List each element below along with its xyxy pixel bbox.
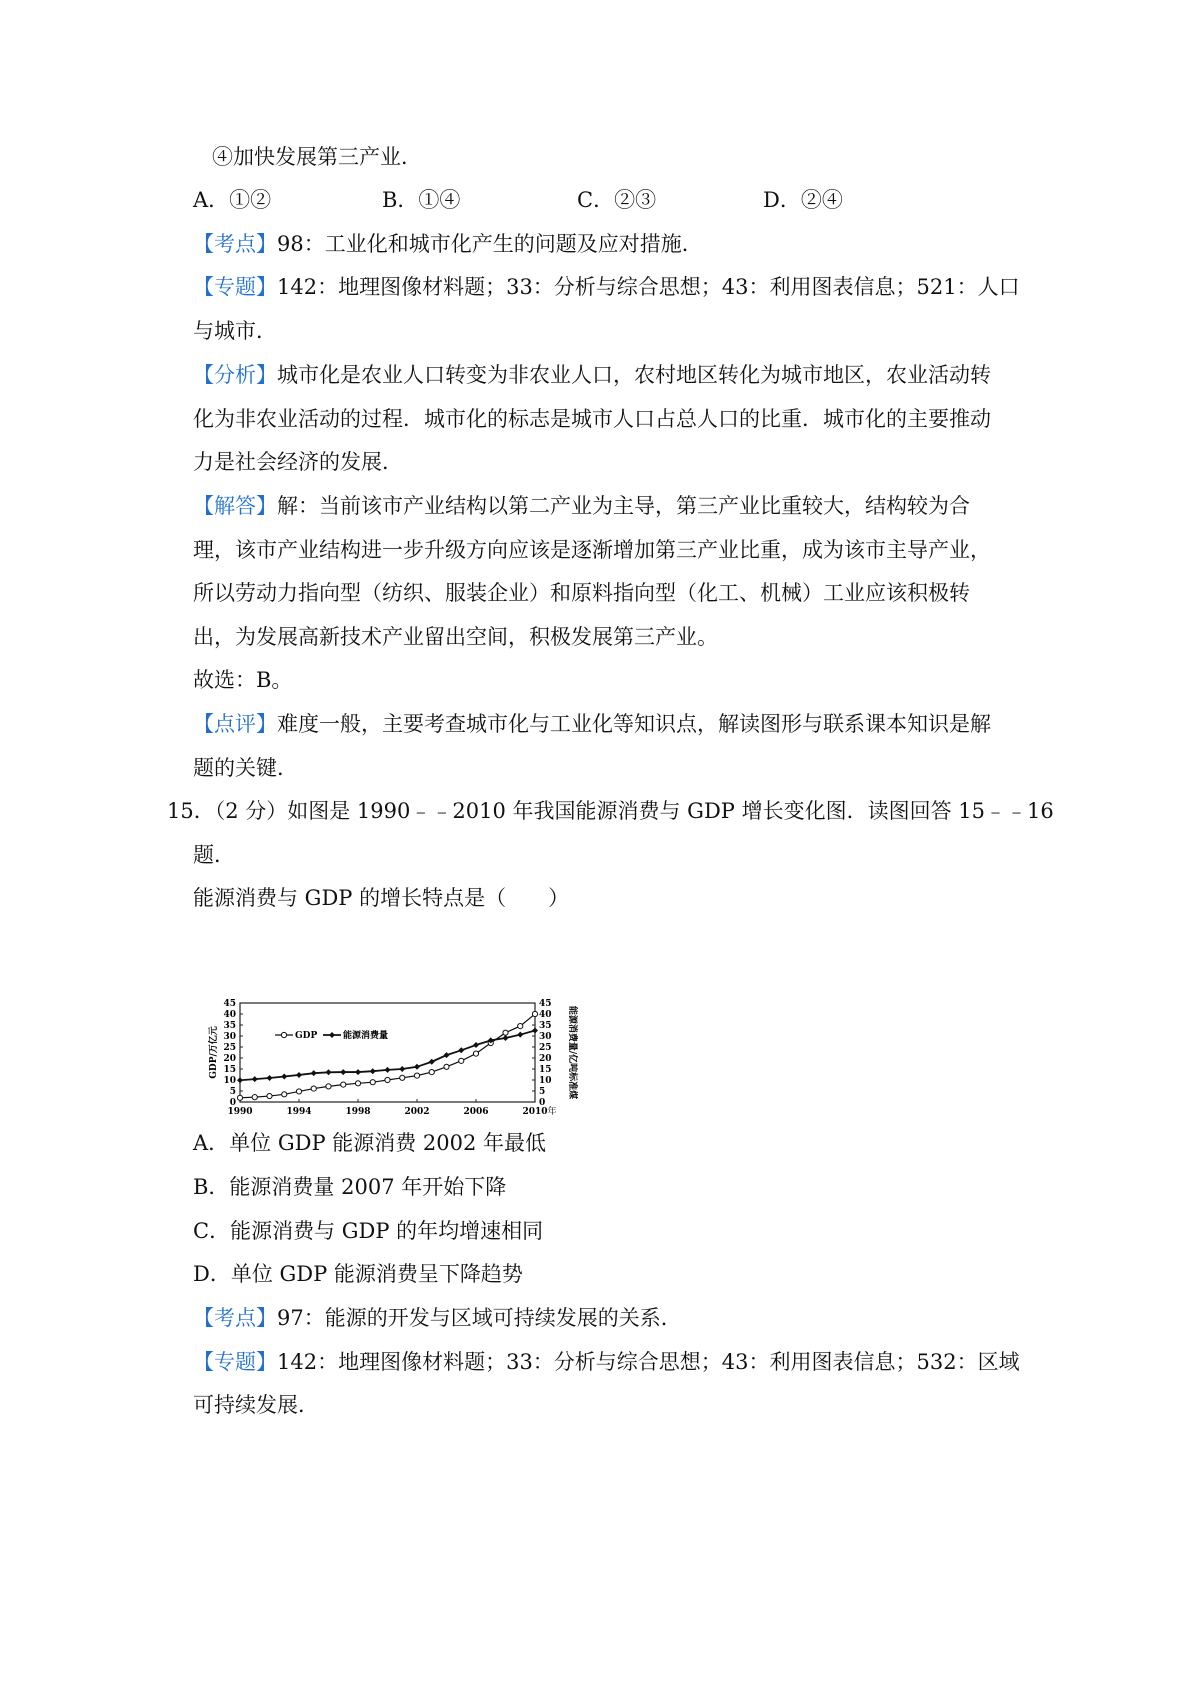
- y-tick-label-right: 45: [539, 999, 552, 1009]
- x-tick-label: 1994: [286, 1107, 312, 1117]
- energy-point: [311, 1070, 317, 1076]
- gdp-point: [282, 1092, 287, 1097]
- energy-point: [296, 1072, 302, 1078]
- prev-answer: 故选：B。: [193, 668, 293, 692]
- prev-jieda-2: 理，该市产业结构进一步升级方向应该是逐渐增加第三产业比重，成为该市主导产业，: [193, 538, 991, 562]
- energy-point: [444, 1052, 450, 1058]
- gdp-point: [414, 1073, 419, 1078]
- prev-option-a: A．①②: [193, 188, 272, 212]
- dianping-tag: 【点评】: [193, 712, 277, 736]
- y-tick-label-left: 25: [223, 1043, 236, 1053]
- energy-point: [385, 1067, 391, 1073]
- gdp-point: [532, 1011, 537, 1016]
- prev-jieda-4: 出，为发展高新技术产业留出空间，积极发展第三产业。: [193, 625, 718, 649]
- x-tick-label: 2010: [522, 1107, 548, 1117]
- y-tick-label-right: 25: [539, 1043, 552, 1053]
- prev-option-c: C．②③: [577, 188, 657, 212]
- q15-stem: 15．（2 分）如图是 1990﹣﹣2010 年我国能源消费与 GDP 增长变化图．读图回答 15﹣﹣16: [167, 799, 1054, 823]
- prev-dianping: [193, 709, 991, 739]
- jieda-tag: 【解答】: [193, 494, 277, 518]
- prev-jieda: [193, 491, 970, 521]
- kaodian-text: 98：工业化和城市化产生的问题及应对措施．: [277, 232, 703, 256]
- kaodian-text: 97：能源的开发与区域可持续发展的关系．: [277, 1306, 682, 1330]
- prev-dianping-2: 题的关键．: [193, 756, 298, 780]
- y-axis-label-right: 能源消费量/亿吨标准煤: [567, 1005, 577, 1100]
- plot-frame: [240, 1003, 535, 1102]
- y-tick-label-left: 20: [223, 1054, 236, 1064]
- energy-point: [458, 1047, 464, 1053]
- energy-point: [399, 1066, 405, 1072]
- y-tick-label-left: 40: [223, 1010, 236, 1020]
- y-tick-label-left: 45: [223, 999, 236, 1009]
- zhuanti-text: 142：地理图像材料题；33：分析与综合思想；43：利用图表信息；532：区域: [277, 1350, 1020, 1374]
- prev-jieda-3: 所以劳动力指向型（纺织、服装企业）和原料指向型（化工、机械）工业应该积极转: [193, 581, 970, 605]
- energy-point: [429, 1059, 435, 1065]
- x-tick-label: 2002: [404, 1107, 430, 1117]
- zhuanti-tag: 【专题】: [193, 275, 277, 299]
- y-tick-label-right: 35: [539, 1021, 552, 1031]
- q15-option-b: B．能源消费量 2007 年开始下降: [193, 1175, 507, 1199]
- y-tick-label-left: 15: [223, 1065, 236, 1075]
- y-tick-label-left: 0: [229, 1098, 236, 1108]
- y-tick-label-left: 5: [229, 1087, 236, 1097]
- q15-option-c: C．能源消费与 GDP 的年均增速相同: [193, 1219, 544, 1243]
- energy-point: [370, 1068, 376, 1074]
- y-tick-label-left: 10: [223, 1076, 236, 1086]
- gdp-point: [459, 1058, 464, 1063]
- q15-zhuanti: [193, 1347, 1020, 1377]
- gdp-point: [518, 1024, 523, 1029]
- gdp-point: [326, 1084, 331, 1089]
- y-tick-label-right: 0: [539, 1098, 546, 1108]
- dianping-text: 难度一般，主要考查城市化与工业化等知识点，解读图形与联系课本知识是解: [277, 712, 991, 736]
- prev-option-d: D．②④: [763, 188, 843, 212]
- q15-stem-2: 题．: [193, 843, 235, 867]
- kaodian-tag: 【考点】: [193, 1306, 277, 1330]
- option-4-line: ④加快发展第三产业．: [212, 145, 422, 169]
- gdp-point: [341, 1082, 346, 1087]
- prev-fenxi: [193, 360, 991, 390]
- q15-option-d: D．单位 GDP 能源消费呈下降趋势: [193, 1262, 523, 1286]
- x-axis-label: 年: [547, 1107, 557, 1117]
- gdp-point: [267, 1093, 272, 1098]
- prev-fenxi-2: 化为非农业活动的过程．城市化的标志是城市人口占总人口的比重．城市化的主要推动: [193, 407, 991, 431]
- y-tick-label-right: 15: [539, 1065, 552, 1075]
- zhuanti-tag: 【专题】: [193, 1350, 277, 1374]
- y-tick-label-right: 5: [539, 1087, 546, 1097]
- prev-zhuanti-cont: 与城市．: [193, 319, 277, 343]
- energy-point: [326, 1069, 332, 1075]
- gdp-point: [444, 1064, 449, 1069]
- gdp-point: [429, 1069, 434, 1074]
- zhuanti-text: 142：地理图像材料题；33：分析与综合思想；43：利用图表信息；521：人口: [277, 275, 1020, 299]
- q15-kaodian: [193, 1303, 682, 1333]
- legend-energy-marker: [329, 1032, 335, 1038]
- gdp-point: [385, 1077, 390, 1082]
- gdp-point: [296, 1089, 301, 1094]
- gdp-point: [252, 1095, 257, 1100]
- q15-prompt: 能源消费与 GDP 的增长特点是（ ）: [193, 886, 570, 910]
- energy-point: [237, 1077, 243, 1083]
- gdp-point: [311, 1086, 316, 1091]
- prev-fenxi-3: 力是社会经济的发展．: [193, 450, 403, 474]
- energy-point: [503, 1035, 509, 1041]
- gdp-point: [473, 1051, 478, 1056]
- fenxi-tag: 【分析】: [193, 363, 277, 387]
- y-tick-label-right: 20: [539, 1054, 552, 1064]
- energy-point: [532, 1028, 538, 1034]
- legend-gdp-label: GDP: [295, 1031, 318, 1041]
- q15-zhuanti-cont: 可持续发展．: [193, 1393, 319, 1417]
- y-tick-label-right: 30: [539, 1032, 552, 1042]
- energy-point: [281, 1073, 287, 1079]
- gdp-point: [400, 1075, 405, 1080]
- gdp-point: [503, 1030, 508, 1035]
- x-tick-label: 1998: [345, 1107, 371, 1117]
- jieda-text: 解：当前该市产业结构以第二产业为主导，第三产业比重较大，结构较为合: [277, 494, 970, 518]
- prev-zhuanti: [193, 272, 1020, 302]
- y-tick-label-right: 10: [539, 1076, 552, 1086]
- x-tick-label: 2006: [463, 1107, 489, 1117]
- y-tick-label-left: 30: [223, 1032, 236, 1042]
- y-tick-label-left: 35: [223, 1021, 236, 1031]
- energy-point: [252, 1076, 258, 1082]
- prev-option-b: B．①④: [382, 188, 461, 212]
- gdp-point: [370, 1080, 375, 1085]
- energy-point: [355, 1069, 361, 1075]
- kaodian-tag: 【考点】: [193, 232, 277, 256]
- gdp-energy-chart: [205, 998, 575, 1123]
- energy-point: [517, 1032, 523, 1038]
- q15-option-a: A．单位 GDP 能源消费 2002 年最低: [193, 1131, 547, 1155]
- energy-point: [340, 1069, 346, 1075]
- fenxi-text: 城市化是农业人口转变为非农业人口，农村地区转化为城市地区，农业活动转: [277, 363, 991, 387]
- prev-kaodian: [193, 229, 703, 259]
- energy-point: [473, 1042, 479, 1048]
- energy-point: [267, 1075, 273, 1081]
- energy-point: [414, 1064, 420, 1070]
- gdp-point: [355, 1081, 360, 1086]
- y-axis-label-left: GDP/万亿元: [209, 1026, 219, 1079]
- gdp-point: [237, 1095, 242, 1100]
- legend-gdp-marker: [281, 1032, 286, 1037]
- series-line-gdp: [240, 1014, 535, 1098]
- legend-energy-label: 能源消费量: [343, 1031, 389, 1041]
- y-tick-label-right: 40: [539, 1010, 552, 1020]
- x-tick-label: 1990: [227, 1107, 253, 1117]
